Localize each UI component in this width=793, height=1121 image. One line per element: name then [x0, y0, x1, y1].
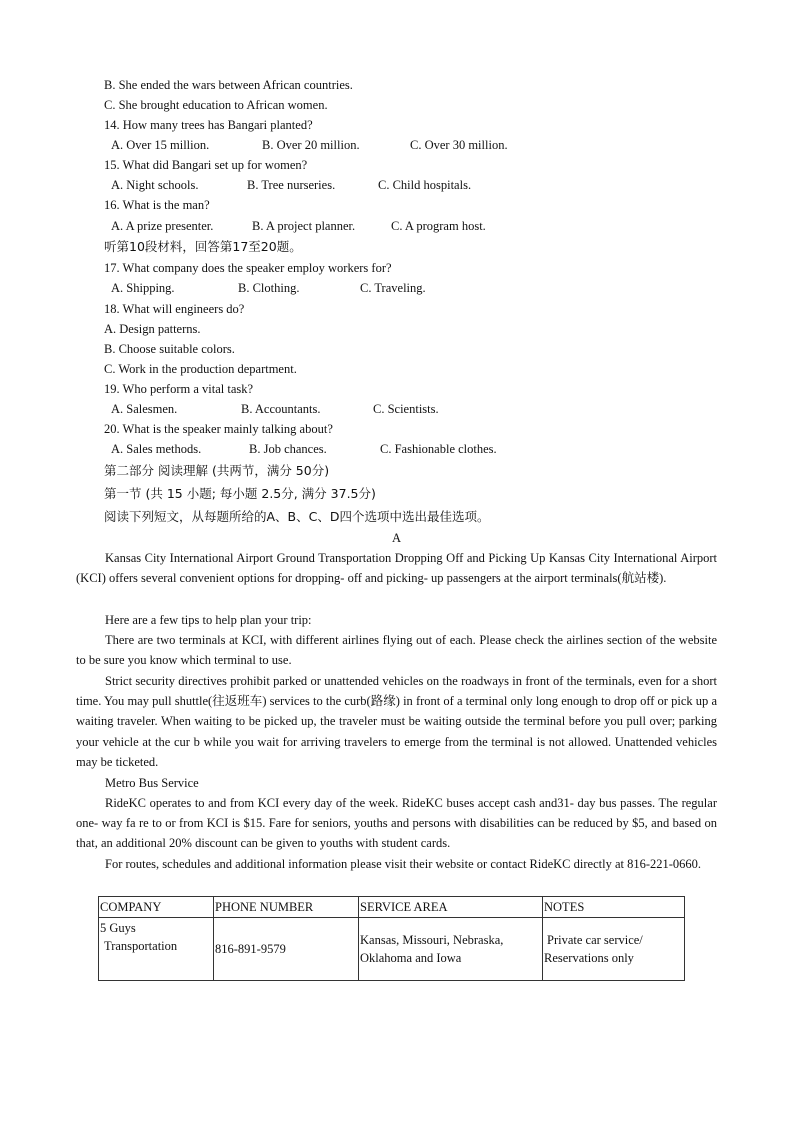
question-14-stem: 14. How many trees has Bangari planted?: [104, 118, 313, 132]
transport-table: [98, 896, 685, 981]
q17-option-a: A. Shipping.: [111, 281, 175, 295]
q15-option-b: B. Tree nurseries.: [247, 178, 336, 192]
passage-paragraph-4: Strict security directives prohibit parked or unattended vehicles on the roadways in front of the terminals, even for a short time. You may pull shuttle(往返班车) services to the curb(路缘) in front of a terminal only long enough to drop off or pick up a waiting traveler. When waiting to be picked up, the traveler must be waiting outside the terminal before you pull over; parking your vehicle at the cur b while you wait for arriving travelers to emerge from the terminal is not allowed. Unattended vehicles may be ticketed.: [76, 674, 717, 769]
header-phone: PHONE NUMBER: [214, 897, 359, 918]
q19-option-a: A. Salesmen.: [111, 402, 178, 416]
company-line-1: 5 Guys: [100, 921, 136, 935]
q17-option-c: C. Traveling.: [360, 281, 426, 295]
q14-option-b: B. Over 20 million.: [262, 138, 360, 152]
part2-heading: 第二部分 阅读理解 (共两节，满分 50分): [104, 463, 330, 478]
q20-option-a: A. Sales methods.: [111, 442, 202, 456]
section-note: 听第10段材料，回答第17至20题。: [104, 239, 302, 254]
q20-option-c: C. Fashionable clothes.: [380, 442, 497, 456]
header-company: COMPANY: [99, 897, 214, 918]
q18-option-c: C. Work in the production department.: [104, 362, 297, 376]
q19-option-c: C. Scientists.: [373, 402, 439, 416]
option-c-line: C. She brought education to African women.: [104, 98, 328, 112]
notes-line-2: Reservations only: [544, 951, 634, 965]
passage-paragraph-6: RideKC operates to and from KCI every day of the week. RideKC buses accept cash and31- day bus passes. The regular one- way fa re to or from KCI is $15. Fare for seniors, youths and persons with disabilities can be reduced by $5, and based on that, an additional 20% discount can be given to youths with student cards.: [76, 796, 717, 851]
area-line-2: Oklahoma and Iowa: [360, 951, 462, 965]
q15-option-a: A. Night schools.: [111, 178, 199, 192]
question-17-stem: 17. What company does the speaker employ workers for?: [104, 261, 392, 275]
passage-paragraph-1: Kansas City International Airport Ground Transportation Dropping Off and Picking Up Kansas City International Airport (KCI) offers several convenient options for dropping- off and picking- up passengers at the airport terminals(航站楼).: [76, 551, 717, 586]
question-19-stem: 19. Who perform a vital task?: [104, 382, 254, 396]
q19-option-b: B. Accountants.: [241, 402, 321, 416]
part2-section1: 第一节 (共 15 小题; 每小题 2.5分, 满分 37.5分): [104, 486, 376, 501]
area-line-1: Kansas, Missouri, Nebraska,: [360, 933, 504, 947]
q16-option-a: A. A prize presenter.: [111, 219, 214, 233]
option-b-line: B. She ended the wars between African countries.: [104, 78, 353, 92]
cell-notes: [543, 918, 685, 981]
company-line-2: Transportation: [104, 939, 178, 953]
question-16-stem: 16. What is the man?: [104, 198, 210, 212]
header-notes: NOTES: [543, 897, 685, 918]
passage-paragraph-3: There are two terminals at KCI, with different airlines flying out of each. Please check the airlines section of the website to be sure you know which terminal to use.: [76, 633, 717, 668]
cell-phone: 816-891-9579: [214, 918, 359, 981]
q17-option-b: B. Clothing.: [238, 281, 300, 295]
notes-line-1: Private car service/: [547, 933, 643, 947]
cell-service-area: [359, 918, 543, 981]
question-15-stem: 15. What did Bangari set up for women?: [104, 158, 308, 172]
q16-option-b: B. A project planner.: [252, 219, 356, 233]
passage-letter: A: [391, 531, 402, 545]
passage-paragraph-2: Here are a few tips to help plan your trip:: [105, 613, 312, 627]
q18-option-b: B. Choose suitable colors.: [104, 342, 235, 356]
q16-option-c: C. A program host.: [391, 219, 486, 233]
q14-option-c: C. Over 30 million.: [410, 138, 508, 152]
part2-instruction: 阅读下列短文，从每题所给的A、B、C、D四个选项中选出最佳选项。: [104, 509, 490, 524]
question-18-stem: 18. What will engineers do?: [104, 302, 245, 316]
passage-paragraph-7: For routes, schedules and additional information please visit their website or contact RideKC directly at 816-221-0660.: [105, 857, 702, 871]
table-header-row: [99, 897, 685, 918]
cell-company: [99, 918, 214, 981]
question-20-stem: 20. What is the speaker mainly talking about?: [104, 422, 333, 436]
q15-option-c: C. Child hospitals.: [378, 178, 472, 192]
table-row: [99, 918, 685, 981]
q14-option-a: A. Over 15 million.: [111, 138, 210, 152]
q20-option-b: B. Job chances.: [249, 442, 327, 456]
q18-option-a: A. Design patterns.: [104, 322, 201, 336]
header-service-area: SERVICE AREA: [359, 897, 543, 918]
metro-bus-heading: Metro Bus Service: [105, 776, 199, 790]
